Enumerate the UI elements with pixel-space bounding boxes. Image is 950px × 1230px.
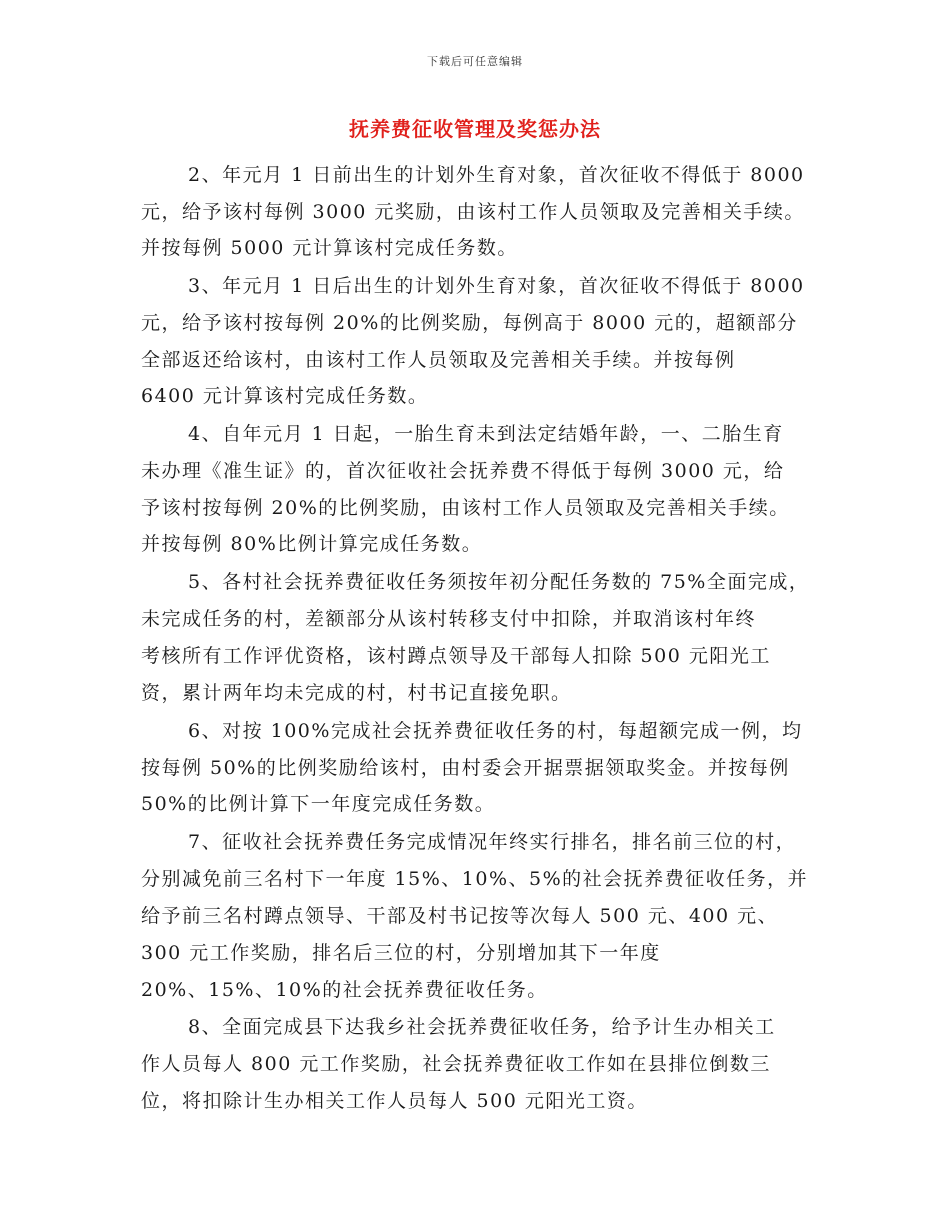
paragraph-line: 3、年元月 1 日后出生的计划外生育对象，首次征收不得低于 8000 — [188, 275, 805, 297]
paragraph-line: 4、自年元月 1 日起，一胎生育未到法定结婚年龄，一、二胎生育 — [188, 423, 784, 445]
paragraph-line: 20%、15%、10%的社会抚养费征收任务。 — [141, 979, 548, 1001]
paragraph-line: 分别减免前三名村下一年度 15%、10%、5%的社会抚养费征收任务，并 — [141, 868, 809, 890]
paragraph-line: 未完成任务的村，差额部分从该村转移支付中扣除，并取消该村年终 — [141, 608, 757, 630]
paragraph-line: 元，给予该村每例 3000 元奖励，由该村工作人员领取及完善相关手续。 — [141, 201, 805, 223]
paragraph-line: 6400 元计算该村完成任务数。 — [141, 385, 429, 407]
paragraph-line: 元，给予该村按每例 20%的比例奖励，每例高于 8000 元的，超额部分 — [141, 312, 798, 334]
paragraph-line: 6、对按 100%完成社会抚养费征收任务的村，每超额完成一例，均 — [188, 720, 803, 742]
paragraph-line: 按每例 50%的比例奖励给该村，由村委会开据票据领取奖金。并按每例 — [141, 757, 790, 779]
paragraph-line: 作人员每人 800 元工作奖励，社会抚养费征收工作如在县排位倒数三 — [141, 1053, 771, 1075]
paragraph-line: 予该村按每例 20%的比例奖励，由该村工作人员领取及完善相关手续。 — [141, 497, 790, 519]
header-note: 下载后可任意编辑 — [427, 55, 523, 68]
paragraph-line: 全部返还给该村，由该村工作人员领取及完善相关手续。并按每例 — [141, 349, 736, 371]
paragraph-line: 50%的比例计算下一年度完成任务数。 — [141, 793, 496, 815]
paragraph-line: 并按每例 80%比例计算完成任务数。 — [141, 533, 483, 555]
paragraph-line: 位，将扣除计生办相关工作人员每人 500 元阳光工资。 — [141, 1090, 648, 1112]
paragraph-line: 考核所有工作评优资格，该村蹲点领导及干部每人扣除 500 元阳光工 — [141, 645, 771, 667]
paragraph-line: 并按每例 5000 元计算该村完成任务数。 — [141, 237, 518, 259]
paragraph-line: 8、全面完成县下达我乡社会抚养费征收任务，给予计生办相关工 — [188, 1016, 776, 1038]
paragraph-line: 2、年元月 1 日前出生的计划外生育对象，首次征收不得低于 8000 — [188, 164, 805, 186]
paragraph-line: 给予前三名村蹲点领导、干部及村书记按等次每人 500 元、400 元、 — [141, 905, 779, 927]
paragraph-line: 资，累计两年均未完成的村，村书记直接免职。 — [141, 682, 572, 704]
paragraph-line: 7、征收社会抚养费任务完成情况年终实行排名，排名前三位的村， — [188, 831, 797, 853]
document-title: 抚养费征收管理及奖惩办法 — [349, 117, 601, 141]
paragraph-line: 300 元工作奖励，排名后三位的村，分别增加其下一年度 — [141, 942, 661, 964]
paragraph-line: 未办理《准生证》的，首次征收社会抚养费不得低于每例 3000 元，给 — [141, 460, 785, 482]
paragraph-line: 5、各村社会抚养费征收任务须按年初分配任务数的 75%全面完成， — [188, 571, 810, 593]
